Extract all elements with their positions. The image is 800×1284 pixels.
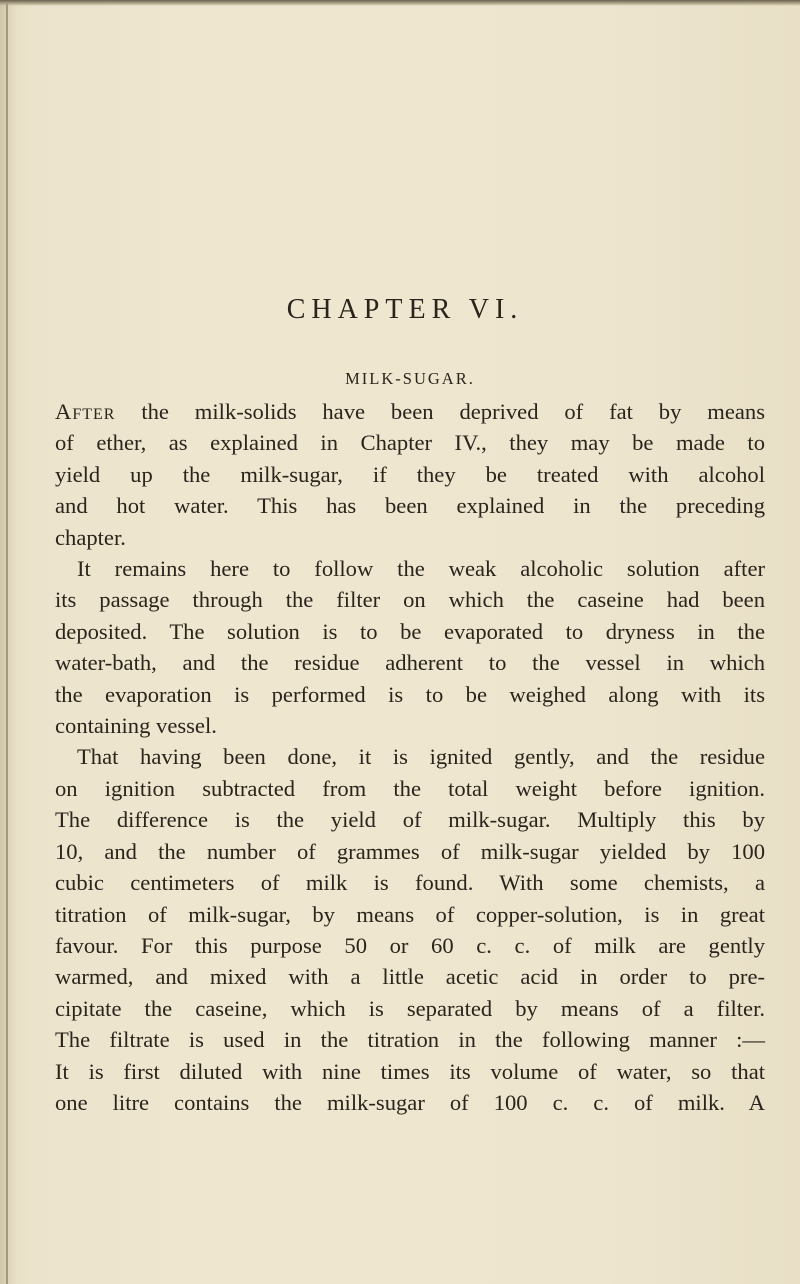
text-line: It remains here to follow the weak alcoholic solution after (77, 556, 765, 582)
text-line: cubic centimeters of milk is found. With some chemists, a (55, 870, 765, 896)
text-line: the evaporation is performed is to be weighed along with its (55, 681, 765, 707)
text-line: deposited. The solution is to be evaporated to dryness in the (55, 618, 765, 644)
text-line: After the milk-solids have been deprived of fat by means (55, 399, 765, 424)
text-line: its passage through the filter on which the caseine had been (55, 587, 765, 613)
text-line: favour. For this purpose 50 or 60 c. c. of milk are gently (55, 932, 765, 958)
text-line: That having been done, it is ignited gently, and the residue (77, 744, 765, 770)
text-line: and hot water. This has been explained in the preceding (55, 493, 765, 519)
text-line: containing vessel. (55, 713, 217, 739)
text-line: 10, and the number of grammes of milk-sugar yielded by 100 (55, 838, 765, 864)
section-heading: MILK-SUGAR. (345, 369, 475, 388)
text-line: The filtrate is used in the titration in the following manner :— (55, 1027, 765, 1053)
text-line: water-bath, and the residue adherent to the vessel in which (55, 650, 765, 676)
paragraph-2 (55, 553, 765, 741)
page-edge-shadow (0, 0, 16, 1284)
text-line: on ignition subtracted from the total weight before ignition. (55, 775, 765, 801)
body-text (55, 396, 765, 1118)
page-top-edge (0, 0, 800, 6)
text-line: chapter. (55, 524, 126, 550)
text-line: warmed, and mixed with a little acetic acid in order to pre- (55, 964, 765, 990)
text-line: The difference is the yield of milk-sugar. Multiply this by (55, 807, 765, 833)
text-line: titration of milk-sugar, by means of copper-solution, is in great (55, 901, 765, 927)
drop-word: After (55, 399, 116, 424)
text-line: of ether, as explained in Chapter IV., they may be made to (55, 430, 765, 456)
text-line: one litre contains the milk-sugar of 100 c. c. of milk. A (55, 1089, 765, 1115)
text-line: cipitate the caseine, which is separated by means of a filter. (55, 995, 765, 1021)
binding-line (6, 0, 8, 1284)
text-line: yield up the milk-sugar, if they be treated with alcohol (55, 461, 765, 487)
paragraph-3 (55, 741, 765, 1118)
paragraph-1 (55, 396, 765, 553)
chapter-heading: CHAPTER VI. (286, 294, 524, 325)
text-line: It is first diluted with nine times its volume of water, so that (55, 1058, 765, 1084)
